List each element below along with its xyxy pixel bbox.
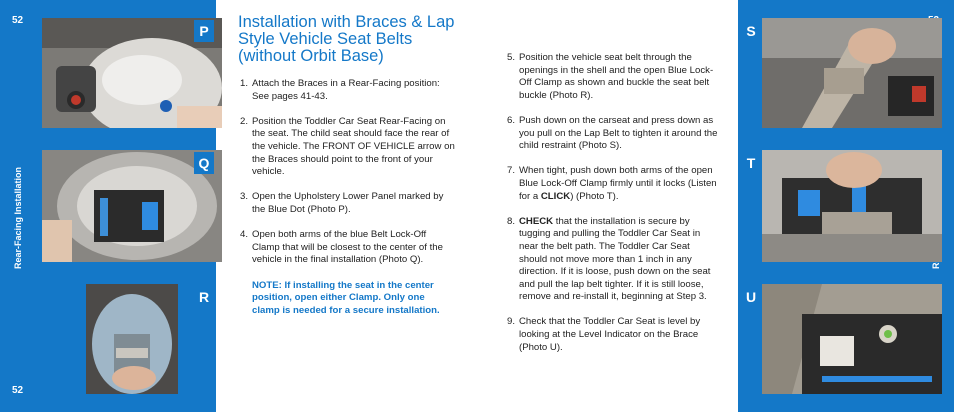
photo-s	[762, 18, 942, 128]
step-text: Check that the Toddler Car Seat is level by looking at the Level Indicator on the Brace (Photo U).	[519, 316, 701, 353]
photo-badge-u: U	[741, 286, 761, 308]
page-number-bottom-left: 52	[12, 385, 24, 396]
step-text: Attach the Braces in a Rear-Facing position: See pages 41-43.	[252, 78, 440, 102]
photo-badge-p: P	[194, 20, 214, 42]
page-number-top-left: 52	[12, 15, 24, 26]
step-text: When tight, push down both arms of the open Blue Lock-Off Clamp firmly until it locks (Listen for a CLICK) (Photo T).	[519, 165, 717, 202]
step-number: 8.	[507, 215, 516, 227]
photo-t	[762, 150, 942, 262]
step-number: 9.	[507, 316, 516, 328]
step-8	[507, 216, 719, 304]
step-text: Open the Upholstery Lower Panel marked by the Blue Dot (Photo P).	[252, 191, 444, 215]
step-number: 7.	[507, 165, 516, 177]
click-emphasis: CLICK	[540, 190, 571, 202]
check-emphasis: CHECK	[519, 215, 554, 227]
step-number: 1.	[240, 78, 249, 89]
photo-badge-r: R	[194, 286, 214, 308]
photo-badge-q: Q	[194, 152, 214, 174]
step-text: Position the vehicle seat belt through the openings in the shell and the open Blue Lock-Off Clamp as shown and buckle the seat belt buckle (Photo R).	[519, 52, 714, 101]
step-text: Open both arms of the blue Belt Lock-Off Clamp that will be closest to the center of the vehicle in the final installation (Photo Q).	[252, 229, 443, 266]
step-2	[240, 116, 455, 179]
step-text: Push down on the carseat and press down as you pull on the Lap Belt to tighten it around the child restraint (Photo S).	[519, 114, 718, 152]
step-number: 5.	[507, 52, 516, 63]
step-number: 6.	[507, 114, 516, 126]
step-6	[507, 115, 719, 153]
note-center-position: NOTE: If installing the seat in the center position, open either Clamp. Only one clamp is needed for a secure installation.	[252, 279, 440, 316]
step-number: 3.	[240, 191, 249, 203]
step-4	[240, 229, 455, 267]
photo-u	[762, 284, 942, 394]
step-number: 4.	[240, 229, 249, 241]
page-title: Installation with Braces & Lap Style Vehicle Seat Belts (without Orbit Base)	[238, 13, 455, 65]
step-9	[507, 316, 719, 354]
step-5	[507, 52, 719, 102]
photo-badge-s: S	[741, 20, 761, 42]
step-number: 2.	[240, 115, 249, 127]
step-7	[507, 165, 719, 203]
step-1	[240, 78, 455, 103]
side-label-left: Rear-Facing Installation	[13, 166, 23, 270]
photo-r	[86, 284, 178, 394]
step-text: CHECK that the installation is secure by tugging and pulling the Toddler Car Seat in near the belt path. The Toddler Car Seat should not move more than 1 inch in any direction. If it is loose, push down on the seat and pull the lap belt tighter. If it is still loose, remove and re-install it, beginning at Step 3.	[519, 215, 711, 303]
steps-column-2	[507, 52, 719, 367]
photo-badge-t: T	[741, 152, 761, 174]
step-text: Position the Toddler Car Seat Rear-Facing on the seat. The child seat should face the rear of the vehicle. The FRONT OF VEHICLE arrow on the Braces should point to the front of your vehicle.	[252, 115, 455, 178]
steps-column-1	[240, 78, 455, 330]
step-3	[240, 191, 455, 216]
